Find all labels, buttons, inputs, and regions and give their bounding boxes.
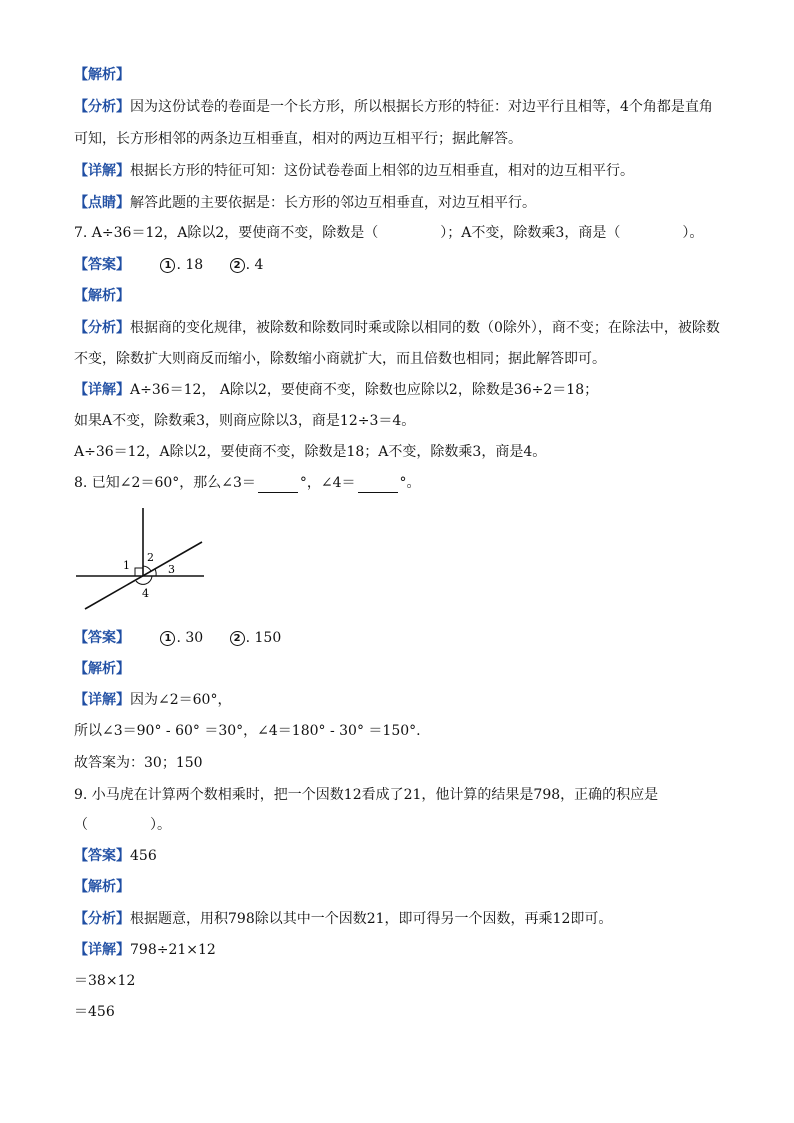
analysis-paragraph: 【分析】根据题意，用积798除以其中一个因数21，即可得另一个因数，再乘12即可。 [74, 911, 613, 927]
analysis-paragraph-cont: 不变，除数扩大则商反而缩小，除数缩小商就扩大，而且倍数也相同；据此解答即可。 [74, 351, 606, 367]
angle-3-arc [155, 569, 156, 576]
angle-4-arc [136, 576, 152, 584]
angle-label-1: 1 [123, 559, 130, 572]
angle-label-3: 3 [168, 563, 175, 576]
calculation-step: ＝456 [74, 1004, 115, 1020]
detail-paragraph-cont: 所以∠3＝90° - 60° ＝30°，∠4＝180° - 30° ＝150°. [74, 723, 421, 739]
answer-item: 1 . 30 [160, 628, 203, 648]
section-heading-analysis: 【解析】 [74, 67, 130, 83]
circled-number-icon: 1 [160, 631, 175, 646]
analysis-paragraph: 【分析】根据商的变化规律，被除数和除数同时乘或除以相同的数（0除外），商不变；在除法中，被除数 [74, 320, 720, 336]
angle-label-4: 4 [142, 587, 149, 600]
answer-blank [358, 478, 398, 493]
circled-number-icon: 1 [160, 258, 175, 273]
answer-item: 2 . 4 [230, 255, 264, 275]
detail-paragraph: 【详解】798÷21×12 [74, 942, 216, 958]
conclusion-line: 故答案为：30；150 [74, 755, 203, 771]
section-heading-analysis: 【解析】 [74, 288, 130, 304]
detail-paragraph-cont: A÷36＝12，A除以2，要使商不变，除数是18；A不变，除数乘3，商是4。 [74, 444, 547, 460]
angle-label-2: 2 [147, 551, 154, 564]
question-8-stem: 8. 已知∠2＝60°，那么∠3＝ °，∠4＝ °。 [74, 475, 421, 491]
angle-figure [74, 502, 214, 614]
analysis-paragraph-cont: 可知，长方形相邻的两条边互相垂直，相对的两边互相平行；据此解答。 [74, 131, 522, 147]
question-8-answer: 【答案】 1 . 30 2 . 150 [74, 630, 282, 646]
detail-paragraph: 【详解】因为∠2＝60°， [74, 692, 232, 708]
angle-2-arc [143, 566, 151, 571]
question-7-stem: 7. A÷36＝12，A除以2，要使商不变，除数是（ ）；A不变，除数乘3，商是（ ）。 [74, 225, 704, 241]
question-9-answer: 【答案】456 [74, 848, 157, 864]
detail-paragraph: 【详解】A÷36＝12， A除以2，要使商不变，除数也应除以2，除数是36÷2＝18； [74, 382, 599, 398]
detail-paragraph: 【详解】根据长方形的特征可知：这份试卷卷面上相邻的边互相垂直，相对的边互相平行。 [74, 163, 634, 179]
calculation-step: ＝38×12 [74, 973, 136, 989]
circled-number-icon: 2 [230, 258, 245, 273]
question-9-stem-cont: （ ）。 [74, 817, 171, 833]
key-point-paragraph: 【点睛】解答此题的主要依据是：长方形的邻边互相垂直，对边互相平行。 [74, 195, 536, 211]
circled-number-icon: 2 [230, 631, 245, 646]
answer-blank [258, 478, 298, 493]
detail-paragraph-cont: 如果A不变，除数乘3，则商应除以3，商是12÷3＝4。 [74, 413, 416, 429]
question-7-answer: 【答案】 1 . 18 2 . 4 [74, 257, 264, 273]
section-heading-analysis: 【解析】 [74, 661, 130, 677]
analysis-paragraph: 【分析】因为这份试卷的卷面是一个长方形，所以根据长方形的特征：对边平行且相等，4个角都是直角 [74, 99, 713, 115]
question-9-stem: 9. 小马虎在计算两个数相乘时，把一个因数12看成了21，他计算的结果是798，正确的积应是 [74, 787, 659, 803]
right-angle-mark [135, 568, 143, 576]
answer-item: 2 . 150 [230, 628, 282, 648]
section-heading-analysis: 【解析】 [74, 879, 130, 895]
answer-item: 1 . 18 [160, 255, 203, 275]
